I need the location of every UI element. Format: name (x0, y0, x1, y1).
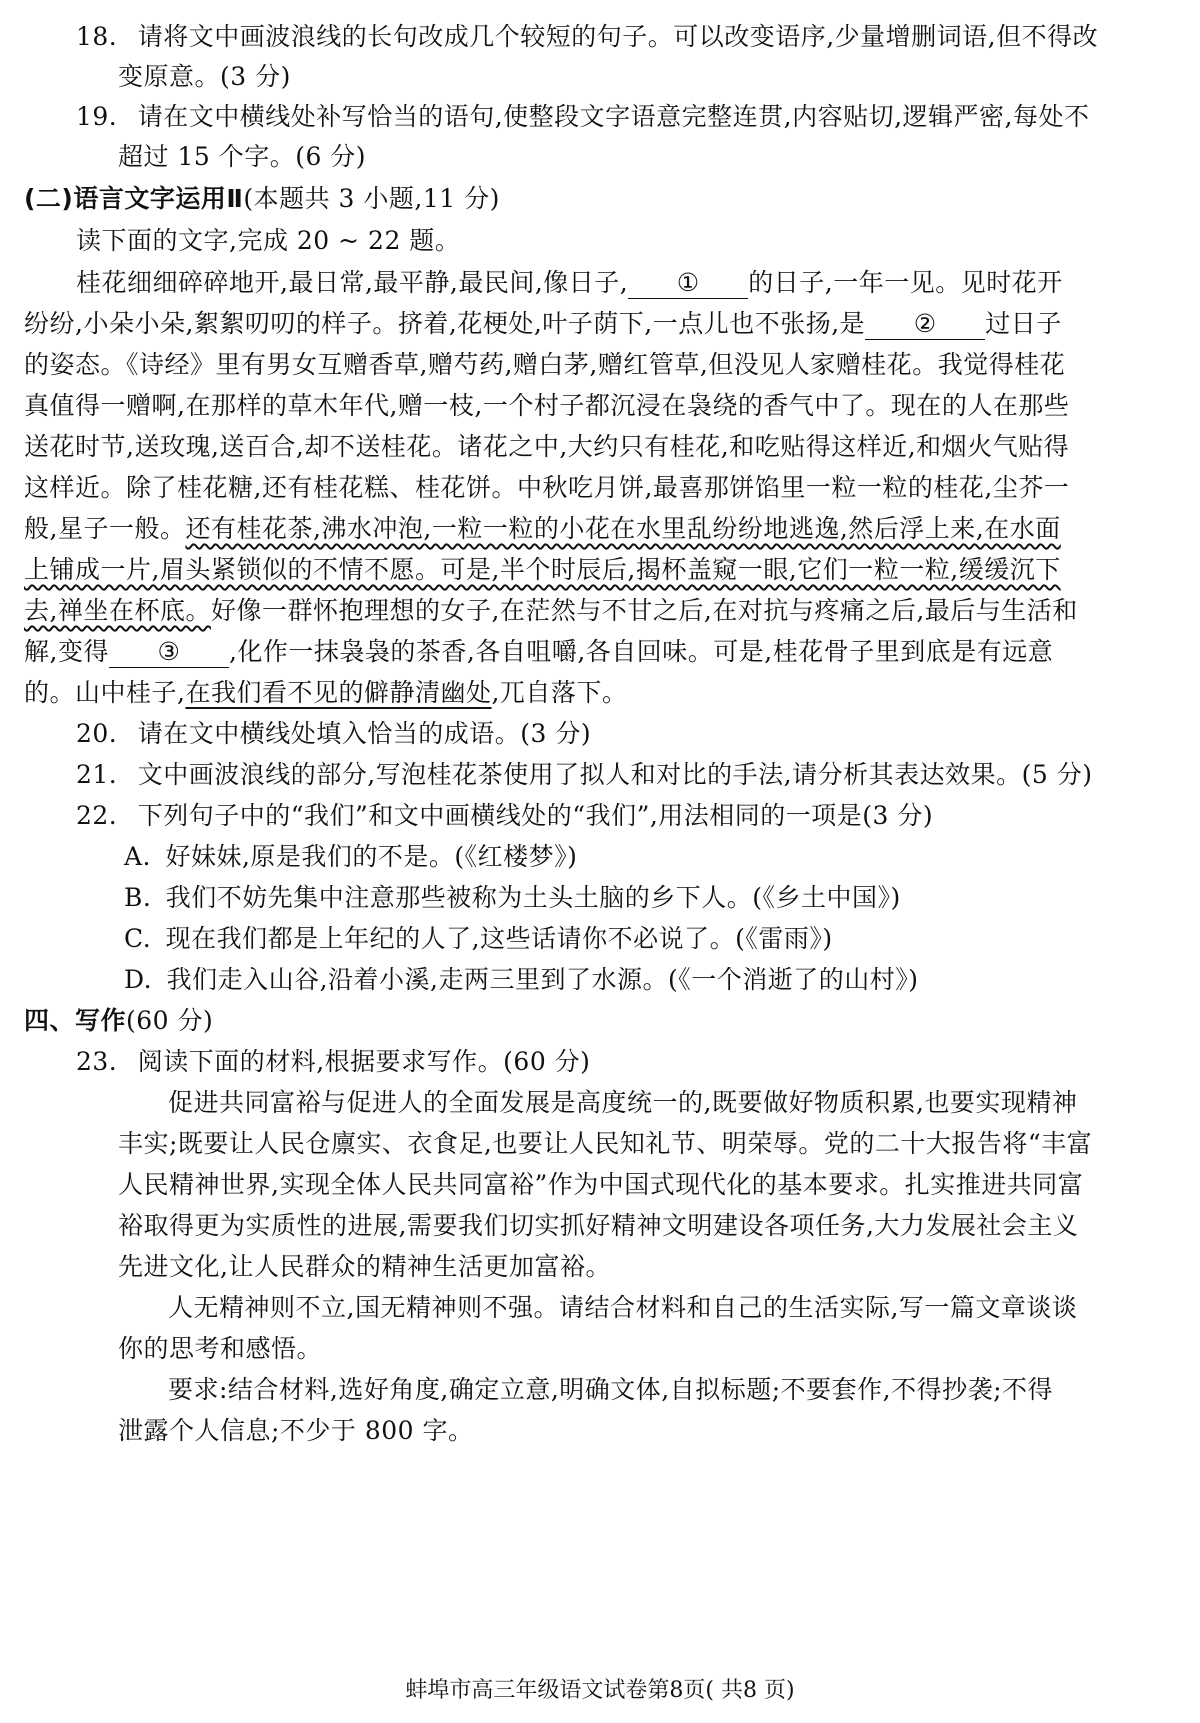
section2-title: (二)语言文字运用Ⅱ (24, 184, 244, 213)
q23-text: 阅读下面的材料,根据要求写作。(60 分) (137, 1047, 591, 1076)
option-text: 我们不妨先集中注意那些被称为土头土脑的乡下人。(《乡土中国》) (165, 883, 901, 912)
option-label: B. (124, 883, 152, 912)
material-line3: 人民精神世界,实现全体人民共同富裕”作为中国式现代化的基本要求。扎实推进共同富 (118, 1170, 1084, 1199)
section2-note: (本题共 3 小题,11 分) (243, 184, 500, 213)
blank-3: ③ (109, 637, 229, 668)
q18-text: 请将文中画波浪线的长句改成几个较短的句子。可以改变语序,少量增删词语,但不得改 (137, 22, 1099, 51)
section2-heading (24, 180, 500, 218)
wavy-underlined-text: 上铺成一片,眉头紧锁似的不情不愿。可是,半个时辰后,揭杯盖窥一眼,它们一粒一粒,缓缓沉下 (24, 555, 1061, 584)
q21 (76, 756, 1092, 794)
wavy-underlined-text: 还有桂花茶,沸水冲泡,一粒一粒的小花在水里乱纷纷地逃逸,然后浮上来,在水面 (185, 514, 1061, 543)
section4-heading (24, 1002, 213, 1040)
q22-option-a (124, 838, 577, 876)
blank-1: ① (628, 268, 748, 299)
passage-line11 (24, 674, 627, 712)
wavy-underlined-text: 去,禅坐在杯底。 (24, 596, 211, 625)
material-line2: 丰实;既要让人民仓廪实、衣食足,也要让人民知礼节、明荣辱。党的二十大报告将“丰富 (118, 1129, 1093, 1158)
passage-text: ,化作一抹袅袅的茶香,各自咀嚼,各自回味。可是,桂花骨子里到底是有远意 (228, 637, 1054, 666)
q22-number: 22. (76, 801, 118, 830)
material-line5: 先进文化,让人民群众的精神生活更加富裕。 (118, 1252, 611, 1281)
passage-line6: 这样近。除了桂花糖,还有桂花糕、桂花饼。中秋吃月饼,最喜那饼馅里一粒一粒的桂花,尘芥一 (24, 473, 1070, 502)
passage-line3: 的姿态。《诗经》里有男女互赠香草,赠芍药,赠白茅,赠红管草,但没见人家赠桂花。我觉得桂花 (24, 350, 1066, 379)
passage-text: 桂花细细碎碎地开,最日常,最平静,最民间,像日子, (76, 268, 629, 297)
q22-option-b (124, 879, 901, 917)
passage-text: 般,星子一般。 (24, 514, 186, 543)
q18-line2: 变原意。(3 分) (118, 62, 291, 91)
material-line4: 裕取得更为实质性的进展,需要我们切实抓好精神文明建设各项任务,大力发展社会主义 (118, 1211, 1079, 1240)
q19-number: 19. (76, 102, 118, 131)
prompt-line1: 人无精神则不立,国无精神则不强。请结合材料和自己的生活实际,写一篇文章谈谈 (168, 1293, 1078, 1322)
passage-text: 过日子 (985, 309, 1062, 338)
blank-2: ② (865, 309, 985, 340)
passage-text: 的。山中桂子, (24, 678, 186, 707)
passage-text: 好像一群怀抱理想的女子,在茫然与不甘之后,在对抗与疼痛之后,最后与生活和 (210, 596, 1078, 625)
q22-option-c (124, 920, 833, 958)
q22 (76, 797, 933, 835)
option-label: A. (124, 842, 152, 871)
passage-line2 (24, 305, 1062, 343)
passage-text: ,兀自落下。 (491, 678, 628, 707)
requirement-line2: 泄露个人信息;不少于 800 字。 (118, 1416, 474, 1445)
q22-text: 下列句子中的“我们”和文中画横线处的“我们”,用法相同的一项是(3 分) (137, 801, 934, 830)
option-text: 好妹妹,原是我们的不是。(《红楼梦》) (165, 842, 578, 871)
section4-note: (60 分) (126, 1006, 214, 1035)
q20-text: 请在文中横线处填入恰当的成语。(3 分) (137, 719, 592, 748)
passage-line1 (76, 264, 1063, 302)
passage-line4: 真值得一赠啊,在那样的草木年代,赠一枝,一个村子都沉浸在袅绕的香气中了。现在的人在那些 (24, 391, 1070, 420)
q19-line2: 超过 15 个字。(6 分) (118, 142, 367, 171)
passage-line9 (24, 592, 1078, 630)
q19-line1 (76, 98, 1090, 136)
option-text: 现在我们都是上年纪的人了,这些话请你不必说了。(《雷雨》) (165, 924, 833, 953)
passage-intro: 读下面的文字,完成 20 ~ 22 题。 (76, 226, 461, 255)
q21-text: 文中画波浪线的部分,写泡桂花茶使用了拟人和对比的手法,请分析其表达效果。(5 分) (137, 760, 1093, 789)
requirement-line1: 要求:结合材料,选好角度,确定立意,明确文体,自拟标题;不要套作,不得抄袭;不得 (168, 1375, 1054, 1404)
q22-option-d (124, 961, 918, 999)
page-footer: 蚌埠市高三年级语文试卷第8页( 共8 页) (405, 1678, 795, 1703)
passage-text: 的日子,一年一见。见时花开 (748, 268, 1063, 297)
q20-number: 20. (76, 719, 118, 748)
section4-title: 四、写作 (24, 1006, 127, 1035)
q19-text: 请在文中横线处补写恰当的语句,使整段文字语意完整连贯,内容贴切,逻辑严密,每处不 (137, 102, 1090, 131)
passage-line8 (24, 551, 1061, 589)
underlined-text: 在我们看不见的僻静清幽处 (185, 678, 492, 707)
q23 (76, 1043, 590, 1081)
prompt-line2: 你的思考和感悟。 (118, 1334, 323, 1363)
passage-line7 (24, 510, 1061, 548)
q18-number: 18. (76, 22, 118, 51)
q21-number: 21. (76, 760, 118, 789)
q20 (76, 715, 591, 753)
material-line1: 促进共同富裕与促进人的全面发展是高度统一的,既要做好物质积累,也要实现精神 (168, 1088, 1078, 1117)
option-text: 我们走入山谷,沿着小溪,走两三里到了水源。(《一个消逝了的山村》) (166, 965, 919, 994)
passage-text: 解,变得 (24, 637, 109, 666)
passage-line5: 送花时节,送玫瑰,送百合,却不送桂花。诸花之中,大约只有桂花,和吃贴得这样近,和烟火气贴得 (24, 432, 1070, 461)
passage-text: 纷纷,小朵小朵,絮絮叨叨的样子。挤着,花梗处,叶子荫下,一点儿也不张扬,是 (24, 309, 866, 338)
q23-number: 23. (76, 1047, 118, 1076)
option-label: D. (124, 965, 153, 994)
passage-line10 (24, 633, 1053, 671)
q18-line1 (76, 18, 1098, 56)
option-label: C. (124, 924, 152, 953)
